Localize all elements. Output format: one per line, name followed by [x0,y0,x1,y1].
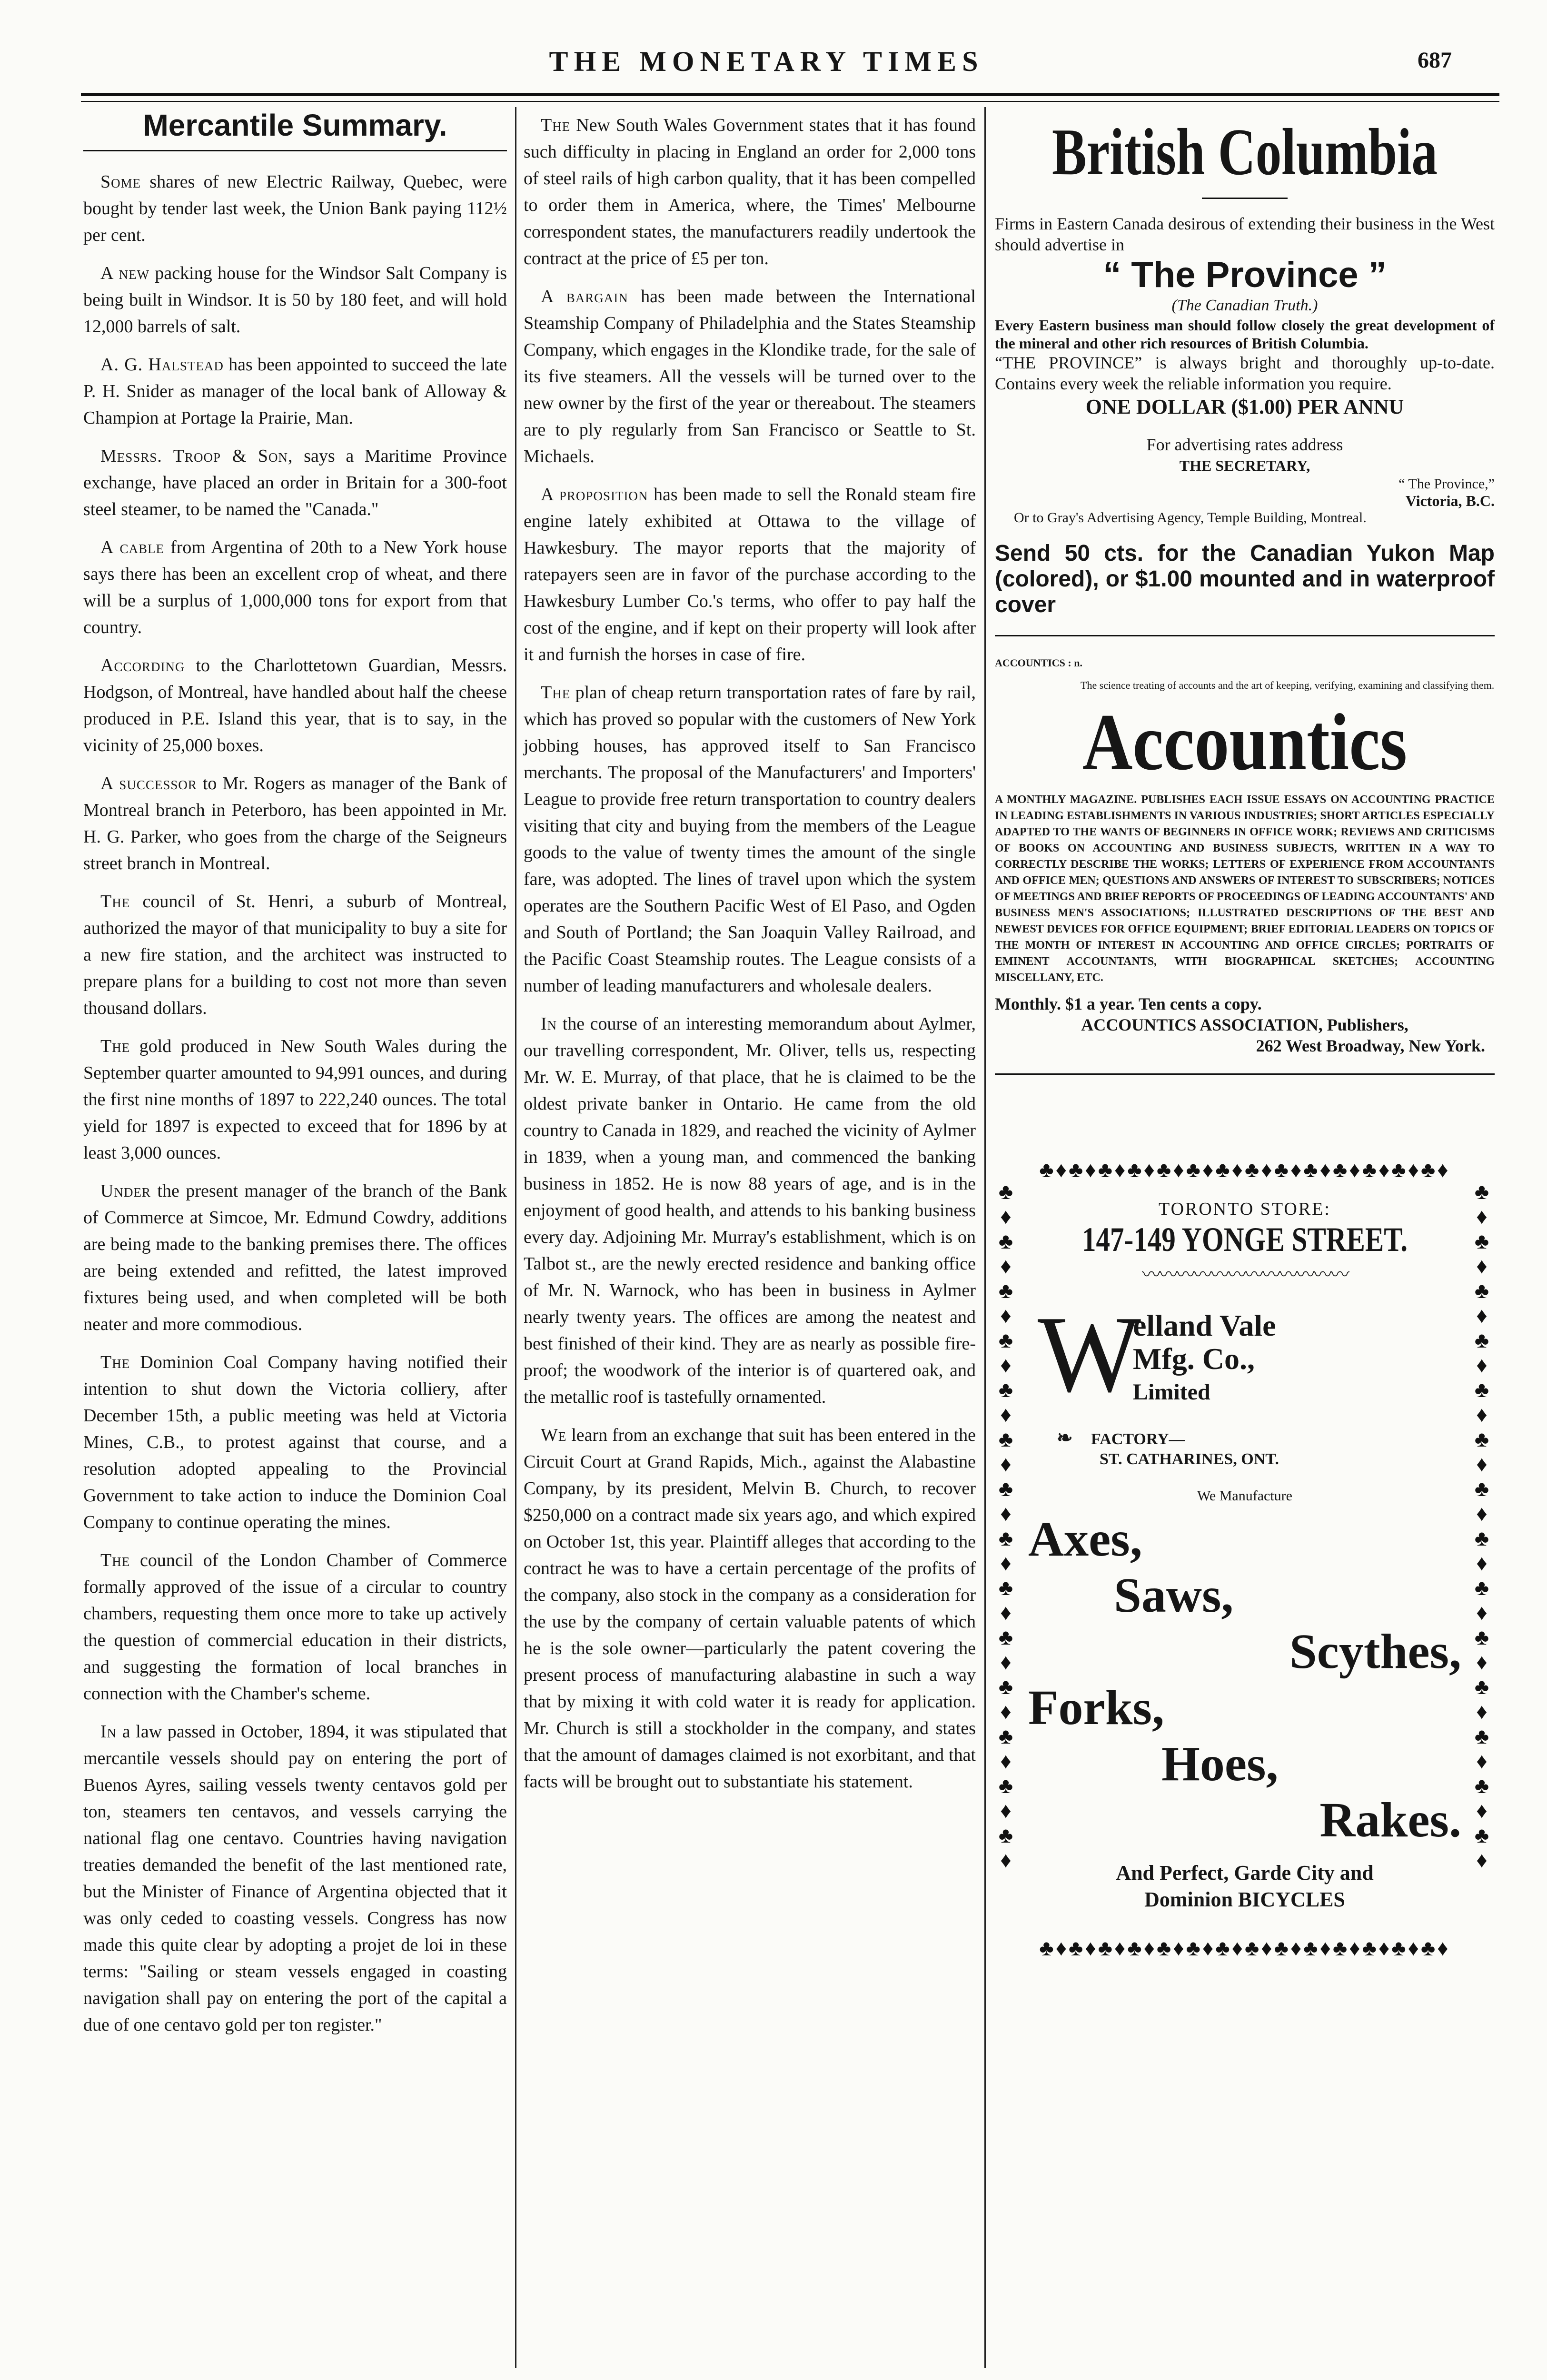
news-item-lead: A. G. Halstead [100,355,224,375]
heading-rule [83,150,507,151]
ad-title: Accountics [1082,697,1408,787]
publisher-address: 262 West Broadway, New York. [1256,1036,1485,1055]
section-heading: Mercantile Summary. [143,108,447,142]
ad-body: “THE PROVINCE” is always bright and thoroughly up-to-date. Contains every week the reliable information you require. [995,353,1495,393]
ad-title: British Columbia [1051,115,1438,189]
product-item: Saws, [1114,1568,1234,1623]
ad-rule [1202,198,1288,199]
masthead-rule [81,93,1499,96]
company-name [1028,1293,1461,1428]
news-item [83,169,507,248]
magazine-price: Monthly. $1 a year. Ten cents a copy. [995,994,1262,1013]
news-item-text: council of St. Henri, a suburb of Montreal, authorized the mayor of that municipality to buy a site for a new fire station, and the architect was instructed to prepare plans for a building to cost not more than seven thousand dollars. [83,892,507,1018]
news-item-lead: A proposition [541,485,648,505]
bicycle-line: Dominion BICYCLES [1144,1888,1345,1911]
product-item: Scythes, [1289,1624,1461,1679]
news-item-lead: The [100,1352,130,1372]
bicycle-line: And Perfect, Garde City and [1116,1861,1374,1884]
news-item-text: has been made between the International Steamship Company of Philadelphia and the States Steamship Company, which engages in the Klondike trade, for the sale of its five steamers. All the vessels will be turned over to the new owner by the first of the year or thereabout. The steamers are to ply regularly from San Francisco or Seattle to St. Michaels. [524,287,976,466]
news-item-lead: The [541,683,571,703]
news-item [83,1033,507,1166]
news-item-lead: The [100,892,130,912]
news-item-lead: A cable [100,537,164,557]
company-name-line: Mfg. Co., [1133,1342,1255,1376]
news-item [524,481,976,668]
news-item-text: gold produced in New South Wales during the September quarter amounted to 94,991 ounces, and during the first nine months of 1897 to 222,240 ounces. The total yield for 1897 is expected to exceed that for 1896 by at least 3,000 ounces. [83,1036,507,1163]
news-item [524,1422,976,1795]
page-number: 687 [1418,48,1452,73]
store-label: TORONTO STORE: [1159,1199,1331,1219]
news-item-text: a law passed in October, 1894, it was stipulated that mercantile vessels should pay on entering the port of Buenos Ayres, sailing vessels twenty centavos gold per ton, steamers ten centavos, and vessels carrying the national flag one centavo. Countries having navigation treaties demanded the benefit of the last mentioned rate, but the Minister of Finance of Argentina objected that it was only ceded to coasting vessels. Congress has now made this quite clear by adopting a projet de loi in these terms: "Sailing or steam vessels engaged in coasting navigation shall pay on entering the port of the capital a due of one centavo gold per ton register." [83,1722,507,2035]
news-item-text: the course of an interesting memorandum about Aylmer, our travelling correspondent, Mr. Oliver, tells us, respecting Mr. W. E. Murray, of that place, that he is claimed to be the oldest private banker in Ontario. He came from the old country to Canada in 1829, and reached the vicinity of Aylmer in 1839, when a young man, and commenced the banking business in 1852. He is now 88 years of age, and is in the enjoyment of good health, and attends to his banking business every day. Adjoining Mr. Murray's establishment, which is on Talbot st., are the newly erected residence and banking office of Mr. N. Warnock, who has been in business in Aylmer nearly twenty years. The offices are among the neatest and best finished of their kind. They are as nearly as possible fire-proof; the woodwork of the interior is of quartered oak, and the metallic roof is tastefully ornamented. [524,1014,976,1407]
news-item-lead: We [541,1425,567,1445]
factory-location [1057,1428,1461,1469]
store-address: 147-149 YONGE STREET. [1082,1220,1408,1259]
news-item-lead: In [100,1722,117,1742]
article-list [83,169,507,2038]
definition-head: ACCOUNTICS : n. [995,657,1082,669]
news-item [524,283,976,470]
news-item [524,112,976,272]
publisher: ACCOUNTICS ASSOCIATION, Publishers, [1081,1015,1408,1034]
ad-separator [995,635,1495,636]
magazine-description: A MONTHLY MAGAZINE. PUBLISHES EACH ISSUE ESSAYS ON ACCOUNTING PRACTICE IN LEADING ESTABLISHMENTS IN VARIOUS INDUSTRIES; SHORT ARTICLES ESPECIALLY ADAPTED TO THE WANTS OF BEGINNERS IN OFFICE WORK; REVIEWS AND CRITICISMS OF BOOKS ON ACCOUNTING AND BUSINESS SUBJECTS, WRITTEN IN A WAY TO CORRECTLY DESCRIBE THE WORKS; LETTERS OF EXPERIENCE FROM ACCOUNTANTS AND OFFICE MEN; QUESTIONS AND ANSWERS OF INTEREST TO SUBSCRIBERS; NOTICES OF MEETINGS AND BRIEF REPORTS OF PROCEEDINGS OF LEADING ACCOUNTANTS' AND BUSINESS MEN'S ASSOCIATIONS; ILLUSTRATED DESCRIPTIONS OF THE BEST AND NEWEST DEVICES FOR OFFICE EQUIPMENT; BRIEF EDITORIAL LEADERS ON TOPICS OF THE MONTH OF INTEREST IN ACCOUNTING AND OFFICE CIRCLES; PORTRAITS OF EMINENT ACCOUNTANTS, WITH BIOGRAPHICAL SKETCHES; ACCOUNTING MISCELLANY, ETC. [995,793,1495,984]
subscription-price: ONE DOLLAR ($1.00) PER ANNU [1085,395,1404,418]
yukon-map-offer: Send 50 cts. for the Canadian Yukon Map (colored), or $1.00 mounted and in waterproof cover [995,541,1495,617]
news-item-text: to Mr. Rogers as manager of the Bank of Montreal branch in Peterboro, has been appointed in Mr. H. G. Parker, who goes from the charge of the Seigneurs street branch in Montreal. [83,774,507,873]
ornament-border-top: ♣♦♣♦♣♦♣♦♣♦♣♦♣♦♣♦♣♦♣♦♣♦♣♦♣♦♣♦ [1039,1158,1450,1182]
factory-city: ST. CATHARINES, ONT. [1100,1450,1279,1468]
news-item-text: New South Wales Government states that it has found such difficulty in placing in England an order for 2,000 tons of steel rails of high carbon quality, that it has been compelled to order them in America, where, the Times' Melbourne correspondent states, the manufacturers readily undertook the contract at the price of £5 per ton. [524,115,976,268]
news-item-text: shares of new Electric Railway, Quebec, were bought by tender last week, the Union Bank paying 112½ per cent. [83,172,507,245]
news-item [83,260,507,340]
news-item [83,652,507,759]
advertising-rates: For advertising rates address [1146,435,1343,454]
newspaper-subtitle: (The Canadian Truth.) [1171,297,1318,314]
news-item [83,1718,507,2038]
news-item [83,770,507,877]
product-item: Rakes. [1319,1793,1461,1847]
company-name-line: Limited [1133,1379,1210,1405]
mercantile-summary-column [83,108,507,2050]
news-item-lead: According [100,655,185,675]
news-item-text: council of the London Chamber of Commerce formally approved of the issue of a circular to country chambers, requesting them once more to take up actively the question of commercial education in their districts, and suggesting the formation of local branches in connection with the Chamber's scheme. [83,1550,507,1704]
newspaper-title: THE MONETARY TIMES [549,46,984,77]
news-item [83,1547,507,1707]
news-item-lead: In [541,1014,557,1034]
news-item-lead: The [100,1550,130,1570]
company-name-line: elland Vale [1133,1309,1276,1342]
news-item-lead: The [541,115,571,135]
news-item-lead: Messrs. Troop & Son, [100,446,293,466]
news-item-lead: Under [100,1181,151,1201]
news-item-text: Dominion Coal Company having notified their intention to shut down the Victoria colliery, after December 15th, a public meeting was held at Victoria Mines, C.B., to protest against that course, and a resolution adopted appealing to the Provincial Government to take action to induce the Dominion Coal Company to continue operating the mines. [83,1352,507,1532]
news-item-text: has been appointed to succeed the late P. H. Snider as manager of the local bank of Alloway & Champion at Portage la Prairie, Man. [83,355,507,428]
masthead [81,45,1452,88]
factory-label: FACTORY— [1091,1430,1185,1448]
news-item-text: to the Charlottetown Guardian, Messrs. Hodgson, of Montreal, have handled about half the cheese produced in P.E. Island this year, that is to say, in the vicinity of 25,000 boxes. [83,655,507,755]
product-item: Hoes, [1161,1736,1279,1791]
welland-vale-ad [995,1158,1495,1960]
news-column [524,112,976,1806]
news-item [524,679,976,999]
news-item-text: learn from an exchange that suit has been entered in the Circuit Court at Grand Rapids, Mich., against the Alabastine Company, by its president, Melvin B. Church, to recover $250,000 on a contract made six years ago, and which expired on October 1st, this year. Plaintiff alleges that according to the contract he was to have a certain percentage of the profits of the company, also stock in the company as a consideration for the use by the company of certain valuable patents of which he is the sole owner—particularly the patent covering the present process of manufacturing alabastine in such a way that by mixing it with cold water it is ready for application. Mr. Church is still a stockholder in the company, and states that the amount of damages claimed is not exorbitant, and that facts will be brought out to substantiate his statement. [524,1425,976,1792]
product-item: Forks, [1028,1680,1164,1735]
ad-separator [995,1073,1495,1075]
leaf-ornament-icon: ❧ [1057,1427,1073,1448]
ornament-border-bottom: ♣♦♣♦♣♦♣♦♣♦♣♦♣♦♣♦♣♦♣♦♣♦♣♦♣♦♣♦ [1039,1936,1450,1960]
news-item-lead: Some [100,172,141,192]
article-list [524,112,976,1795]
news-item [83,534,507,641]
agency-line: Or to Gray's Advertising Agency, Temple Building, Montreal. [1014,510,1367,526]
accountics-ad [995,653,1495,1056]
news-item-text: from Argentina of 20th to a New York house says there has been an excellent crop of wheat, and there will be a surplus of 1,000,000 tons for export from that country. [83,537,507,637]
secretary-line: THE SECRETARY, [1179,457,1310,474]
news-item [83,888,507,1021]
ornament-wave: 〰〰〰〰〰〰〰〰〰〰〰〰 [1142,1264,1348,1285]
manufacture-label: We Manufacture [1197,1488,1292,1504]
news-item-text: has been made to sell the Ronald steam fire engine lately exhibited at Ottawa to the village of Hawkesbury. The mayor reports that the majority of ratepayers seen are in favor of the purchase according to the Hawkesbury Lumber Co.'s terms, who offer to pay half the cost of the engine, and if kept on their property will look after it and furnish the horses in case of fire. [524,485,976,664]
masthead-rule-thin [81,101,1499,102]
advertisement-column [995,112,1495,1960]
news-item [83,351,507,431]
news-item [83,1349,507,1536]
secretary-city: Victoria, B.C. [1405,492,1495,509]
column-divider [984,107,986,2368]
news-item [83,1178,507,1338]
news-item-text: says a Maritime Province exchange, have placed an order in Britain for a 300-foot steel steamer, to be named the "Canada." [83,446,507,519]
news-item-lead: A new [100,263,150,283]
british-columbia-ad [995,117,1495,618]
definition-text: The science treating of accounts and the art of keeping, verifying, examining and classifying them. [1081,679,1495,691]
news-item-lead: A successor [100,774,197,793]
news-item-text: the present manager of the branch of the Bank of Commerce at Simcoe, Mr. Edmund Cowdry, additions are being made to the banking premises there. The offices are being extended and refitted, the latest improved fixtures being used, and when completed will be both neater and more commodious. [83,1181,507,1334]
news-item-lead: A bargain [541,287,628,307]
ornament-border-left: ♣ ♦ ♣ ♦ ♣ ♦ ♣ ♦ ♣ ♦ ♣ ♦ ♣ ♦ ♣ ♦ ♣ ♦ ♣ ♦ ♣ ♦ ♣ ♦ ♣ ♦ ♣ ♦ [998,1180,1015,1872]
news-item-lead: The [100,1036,130,1056]
secretary-sub: “ The Province,” [1398,476,1495,492]
news-item [524,1011,976,1410]
company-name-text [1133,1309,1276,1409]
column-divider [515,107,516,2368]
product-item: Axes, [1028,1512,1142,1567]
initial-letter: W [1038,1293,1141,1415]
newspaper-name: “ The Province ” [1103,255,1387,295]
news-item-text: packing house for the Windsor Salt Company is being built in Windsor. It is 50 by 180 feet, and will hold 12,000 barrels of salt. [83,263,507,337]
news-item-text: plan of cheap return transportation rates of fare by rail, which has proved so popular with the customers of New York jobbing houses, has approved itself to San Francisco merchants. The proposal of the Manufacturers' and Importers' League to provide free return transportation to country dealers visiting that city and buying from the members of the League goods to the value of twenty times the amount of the single fare, was adopted. The lines of travel upon which the system operates are the Southern Pacific West of El Paso, and Ogden and South of Portland; the San Joaquin Valley Railroad, and the Pacific Coast Steamship routes. The League consists of a number of leading manufacturers and wholesale dealers. [524,683,976,996]
ad-bold-line: Every Eastern business man should follow closely the great development of the mineral and other rich resources of British Columbia. [995,317,1495,352]
ad-intro: Firms in Eastern Canada desirous of extending their business in the West should advertise in [995,214,1495,254]
ornament-border-right: ♣ ♦ ♣ ♦ ♣ ♦ ♣ ♦ ♣ ♦ ♣ ♦ ♣ ♦ ♣ ♦ ♣ ♦ ♣ ♦ ♣ ♦ ♣ ♦ ♣ ♦ ♣ ♦ [1474,1180,1491,1872]
news-item [83,443,507,523]
